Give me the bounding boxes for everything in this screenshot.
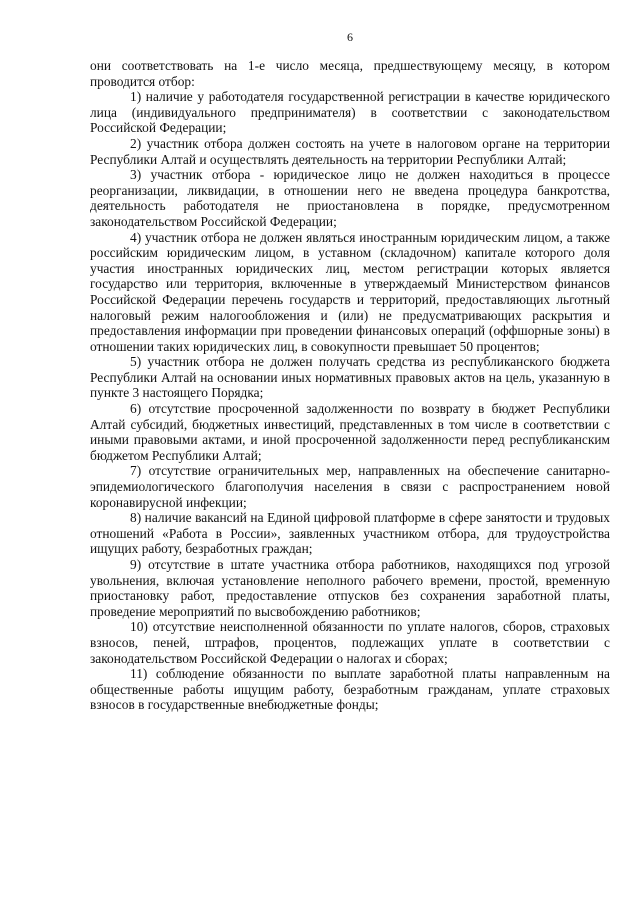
document-body [90, 58, 610, 713]
list-item-4: 4) участник отбора не должен являться иностранным юридическим лицом, а также российским юридическим лицом, в уставном (складочном) капитале которого доля участия иностранных юридических лиц, местом регистрации которых является государство или территория, включенные в утверждаемый Министерством финансов Российской Федерации перечень государств и территорий, предоставляющих льготный налоговый режим налогообложения и (или) не предусматривающих раскрытия и предоставления информации при проведении финансовых операций (оффшорные зоны) в отношении таких юридических лиц, в совокупности превышает 50 процентов; [90, 229, 610, 354]
list-item-10: 10) отсутствие неисполненной обязанности по уплате налогов, сборов, страховых взносов, пеней, штрафов, процентов, подлежащих уплате в соответствии с законодательством Российской Федерации о налогах и сборах; [90, 619, 610, 666]
list-item-1: 1) наличие у работодателя государственной регистрации в качестве юридического лица (индивидуального предпринимателя) в соответствии с законодательством Российской Федерации; [90, 89, 610, 136]
list-item-11: 11) соблюдение обязанности по выплате заработной платы направленным на общественные работы ищущим работу, безработным гражданам, уплате страховых взносов в государственные внебюджетные фонды; [90, 666, 610, 713]
list-item-9: 9) отсутствие в штате участника отбора работников, находящихся под угрозой увольнения, включая установление неполного рабочего времени, простой, временную приостановку работ, предоставление отпусков без сохранения заработной платы, проведение мероприятий по высвобождению работников; [90, 557, 610, 619]
lead-paragraph: они соответствовать на 1-е число месяца, предшествующему месяцу, в котором проводится отбор: [90, 58, 610, 89]
list-item-5: 5) участник отбора не должен получать средства из республиканского бюджета Республики Алтай на основании иных нормативных правовых актов на цель, указанную в пункте 3 настоящего Порядка; [90, 354, 610, 401]
list-item-8: 8) наличие вакансий на Единой цифровой платформе в сфере занятости и трудовых отношений «Работа в России», заявленных участником отбора, для трудоустройства ищущих работу, безработных граждан; [90, 510, 610, 557]
list-item-6: 6) отсутствие просроченной задолженности по возврату в бюджет Республики Алтай субсидий, бюджетных инвестиций, представленных в том числе в соответствии с иными правовыми актами, и иной просроченной задолженности перед республиканским бюджетом Республики Алтай; [90, 401, 610, 463]
list-item-3: 3) участник отбора - юридическое лицо не должен находиться в процессе реорганизации, ликвидации, в отношении него не введена процедура банкротства, деятельность работодателя не приостановлена в порядке, предусмотренном законодательством Российской Федерации; [90, 167, 610, 229]
list-item-2: 2) участник отбора должен состоять на учете в налоговом органе на территории Республики Алтай и осуществлять деятельность на территории Республики Алтай; [90, 135, 610, 167]
page-number: 6 [347, 30, 353, 44]
list-item-7: 7) отсутствие ограничительных мер, направленных на обеспечение санитарно-эпидемиологического благополучия населения в связи с распространением новой коронавирусной инфекции; [90, 463, 610, 510]
